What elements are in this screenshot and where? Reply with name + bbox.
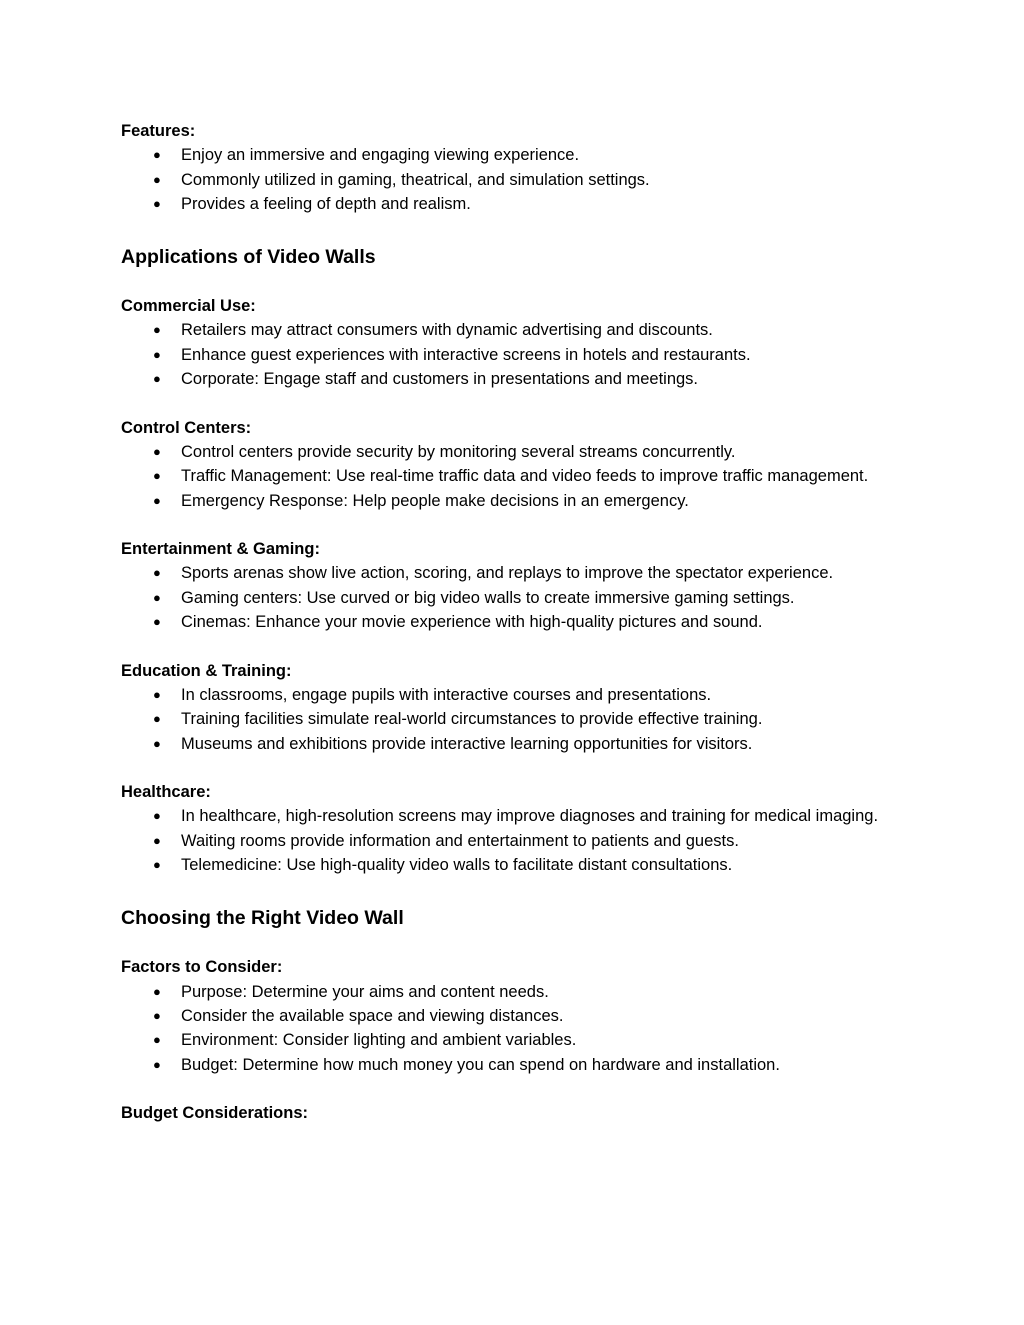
bullet-icon: ●: [153, 443, 161, 459]
list-item: ● In classrooms, engage pupils with interactive courses and presentations.: [121, 683, 901, 707]
bullet-icon: ●: [153, 322, 161, 338]
bullet-icon: ●: [153, 1056, 161, 1072]
document-page: [121, 119, 901, 1125]
bullet-icon: ●: [153, 171, 161, 187]
bullet-icon: ●: [153, 589, 161, 605]
bullet-icon: ●: [153, 147, 161, 163]
list-item: ● Retailers may attract consumers with dynamic advertising and discounts.: [121, 318, 901, 342]
control-centers-list: [121, 440, 901, 513]
list-item: ● Enjoy an immersive and engaging viewing experience.: [121, 143, 901, 167]
bullet-icon: ●: [153, 735, 161, 751]
list-item: ● Waiting rooms provide information and entertainment to patients and guests.: [121, 829, 901, 853]
factors-list: [121, 980, 901, 1077]
section-label-factors: Factors to Consider:: [121, 958, 283, 977]
commercial-list: [121, 318, 901, 391]
bullet-icon: ●: [153, 857, 161, 873]
bullet-icon: ●: [153, 468, 161, 484]
list-item: ● Cinemas: Enhance your movie experience with high-quality pictures and sound.: [121, 610, 901, 634]
section-label-entertainment: Entertainment & Gaming:: [121, 540, 320, 559]
section-label-budget: Budget Considerations:: [121, 1104, 309, 1123]
bullet-icon: ●: [153, 346, 161, 362]
bullet-icon: ●: [153, 371, 161, 387]
bullet-icon: ●: [153, 983, 161, 999]
list-item: ● Control centers provide security by monitoring several streams concurrently.: [121, 440, 901, 464]
section-label-features: Features:: [121, 122, 196, 140]
list-item: ● Commonly utilized in gaming, theatrical, and simulation settings.: [121, 168, 901, 192]
list-item: ● Museums and exhibitions provide interactive learning opportunities for visitors.: [121, 732, 901, 756]
bullet-icon: ●: [153, 686, 161, 702]
bullet-icon: ●: [153, 195, 161, 211]
list-item: ● Consider the available space and viewing distances.: [121, 1004, 901, 1028]
section-label-control-centers: Control Centers:: [121, 418, 252, 437]
education-list: [121, 683, 901, 756]
bullet-icon: ●: [153, 832, 161, 848]
heading-applications: Applications of Video Walls: [121, 246, 376, 269]
list-item: ● Environment: Consider lighting and ambient variables.: [121, 1028, 901, 1052]
bullet-icon: ●: [153, 492, 161, 508]
section-label-healthcare: Healthcare:: [121, 783, 211, 802]
list-item: ● Traffic Management: Use real-time traffic data and video feeds to improve traffic management.: [121, 464, 901, 488]
bullet-icon: ●: [153, 1032, 161, 1048]
list-item: ● Telemedicine: Use high-quality video walls to facilitate distant consultations.: [121, 853, 901, 877]
list-item: ● Enhance guest experiences with interactive screens in hotels and restaurants.: [121, 343, 901, 367]
section-label-education: Education & Training:: [121, 661, 292, 680]
healthcare-list: [121, 804, 901, 877]
heading-choosing: Choosing the Right Video Wall: [121, 907, 404, 930]
list-item: ● In healthcare, high-resolution screens may improve diagnoses and training for medical imaging.: [121, 804, 901, 828]
list-item: ● Purpose: Determine your aims and content needs.: [121, 980, 901, 1004]
list-item: ● Corporate: Engage staff and customers in presentations and meetings.: [121, 367, 901, 391]
bullet-icon: ●: [153, 808, 161, 824]
bullet-icon: ●: [153, 565, 161, 581]
bullet-icon: ●: [153, 711, 161, 727]
list-item: ● Provides a feeling of depth and realism.: [121, 192, 901, 216]
list-item: ● Budget: Determine how much money you can spend on hardware and installation.: [121, 1053, 901, 1077]
list-item: ● Emergency Response: Help people make decisions in an emergency.: [121, 489, 901, 513]
section-label-commercial: Commercial Use:: [121, 297, 256, 316]
entertainment-list: [121, 561, 901, 634]
list-item: ● Gaming centers: Use curved or big video walls to create immersive gaming settings.: [121, 586, 901, 610]
list-item: ● Training facilities simulate real-world circumstances to provide effective training.: [121, 707, 901, 731]
bullet-icon: ●: [153, 1007, 161, 1023]
bullet-icon: ●: [153, 614, 161, 630]
list-item: ● Sports arenas show live action, scoring, and replays to improve the spectator experience.: [121, 561, 901, 585]
features-list: [121, 143, 901, 216]
